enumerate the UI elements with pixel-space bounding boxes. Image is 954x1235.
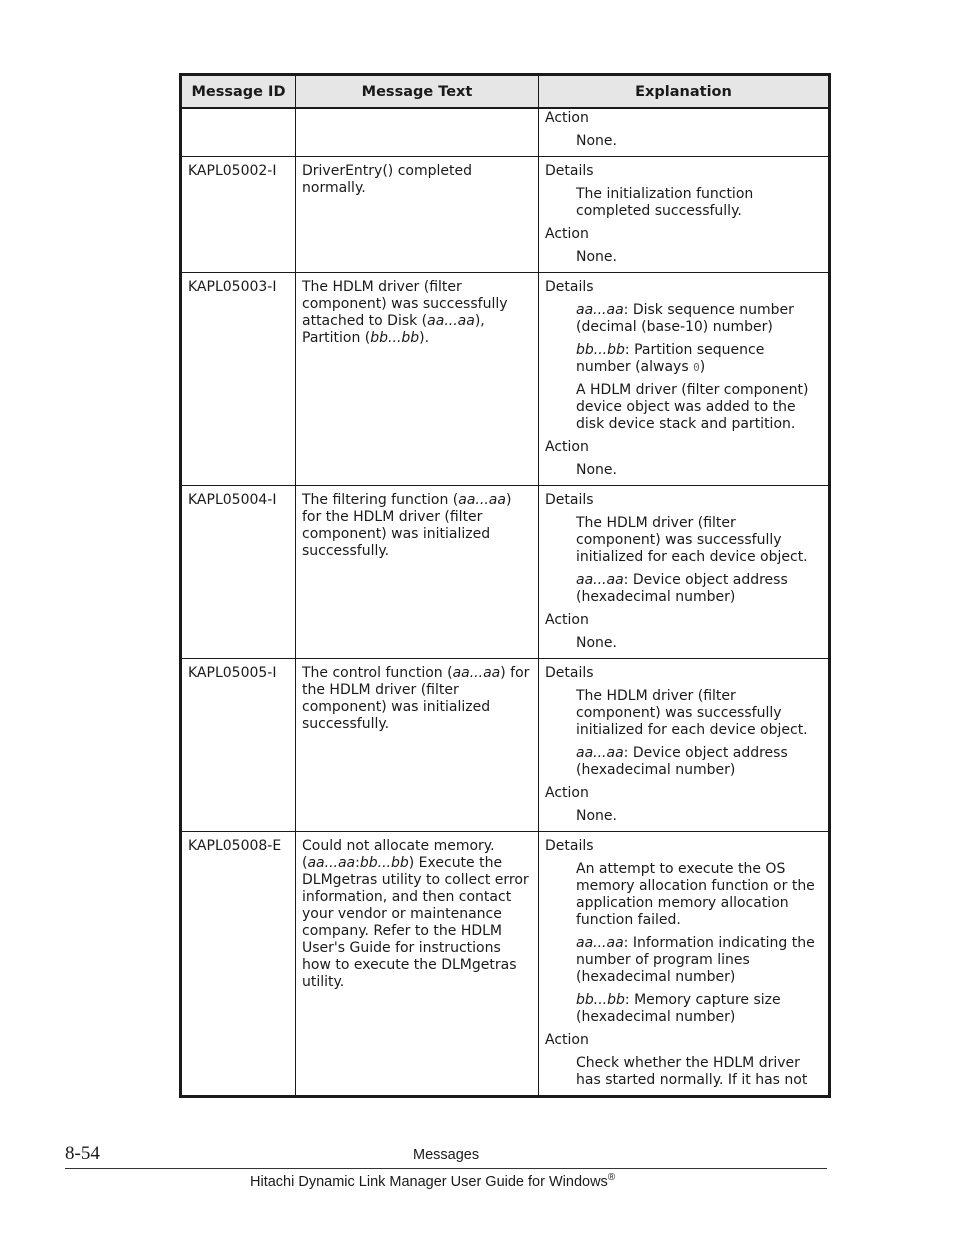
explanation-cell: [539, 157, 830, 273]
action-label: Action: [545, 439, 589, 455]
explanation-cell: [539, 273, 830, 486]
variable-text: bb...bb: [576, 342, 625, 358]
variable-text: aa...aa: [458, 492, 506, 508]
details-label: Details: [545, 163, 594, 179]
action-label: Action: [545, 226, 589, 242]
explanation-cell: [539, 108, 830, 157]
text-span: Could not allocate memory. (: [302, 838, 495, 871]
details-label: Details: [545, 838, 594, 854]
table-row: [181, 273, 830, 486]
action-text: None.: [576, 249, 617, 265]
variable-text: aa...aa: [576, 302, 624, 318]
details-text: [576, 992, 823, 1026]
header-explanation: Explanation: [539, 75, 830, 109]
text-span: : Memory capture size (hexadecimal number): [576, 992, 781, 1025]
variable-text: aa...aa: [452, 665, 501, 681]
message-text-cell: [296, 486, 539, 659]
text-span: ) for the HDLM driver (filter component) was initialized successfully.: [302, 665, 530, 732]
text-span: ).: [419, 330, 430, 346]
text-span: : Device object address (hexadecimal number): [576, 572, 788, 605]
action-label: Action: [545, 110, 589, 126]
message-text-cell: [296, 273, 539, 486]
action-text: Check whether the HDLM driver has started normally. If it has not: [576, 1055, 808, 1088]
action-label: Action: [545, 612, 589, 628]
header-row: [181, 75, 830, 109]
details-label: Details: [545, 492, 594, 508]
action-text: None.: [576, 133, 617, 149]
variable-text: bb...bb: [576, 992, 625, 1008]
action-label: Action: [545, 1032, 589, 1048]
variable-text: aa...aa: [576, 572, 624, 588]
message-id-cell: KAPL05003-I: [181, 273, 296, 486]
header-message-text: Message Text: [296, 75, 539, 109]
action-text: None.: [576, 635, 617, 651]
variable-text: bb...bb: [359, 855, 409, 871]
table-row: [181, 486, 830, 659]
guide-title-text: Hitachi Dynamic Link Manager User Guide for Windows: [250, 1173, 608, 1190]
table-row: [181, 157, 830, 273]
message-id-cell: KAPL05002-I: [181, 157, 296, 273]
message-id-cell: [181, 108, 296, 157]
details-label: Details: [545, 279, 594, 295]
details-text: [576, 342, 823, 376]
table-row: [181, 659, 830, 832]
message-text-cell: [296, 659, 539, 832]
table-row: [181, 108, 830, 157]
text-span: ), Partition (: [302, 313, 485, 346]
action-label: Action: [545, 785, 589, 801]
action-text: None.: [576, 808, 617, 824]
text-span: ) for the HDLM driver (filter component) was initialized successfully.: [302, 492, 512, 559]
explanation-cell: [539, 832, 830, 1097]
details-text: [576, 302, 823, 336]
text-span: The HDLM driver (filter component) was successfully attached to Disk (: [302, 279, 508, 329]
message-table: [179, 73, 831, 1098]
text-span: :: [355, 855, 360, 871]
details-text: The HDLM driver (filter component) was successfully initialized for each device object.: [576, 515, 808, 565]
text-span: The control function (: [302, 665, 453, 681]
details-label: Details: [545, 665, 594, 681]
variable-text: aa...aa: [576, 745, 624, 761]
section-name: Messages: [413, 1147, 480, 1163]
action-text: None.: [576, 462, 617, 478]
explanation-cell: [539, 659, 830, 832]
text-span: The filtering function (: [302, 492, 459, 508]
details-text: A HDLM driver (filter component) device object was added to the disk device stack and partition.: [576, 382, 809, 432]
message-id-cell: KAPL05004-I: [181, 486, 296, 659]
message-text-cell: [296, 832, 539, 1097]
message-text-cell: [296, 157, 539, 273]
message-text-line: DriverEntry() completed: [302, 163, 472, 179]
explanation-cell: [539, 486, 830, 659]
details-text: [576, 745, 823, 779]
variable-text: aa...aa: [427, 313, 475, 329]
message-id-cell: KAPL05005-I: [181, 659, 296, 832]
message-id-cell: KAPL05008-E: [181, 832, 296, 1097]
header-message-id: Message ID: [181, 75, 296, 109]
table-row: [181, 832, 830, 1097]
code-text: 0: [693, 361, 700, 374]
details-text: The initialization function completed successfully.: [576, 186, 754, 219]
details-text: An attempt to execute the OS memory allocation function or the application memory allocation function failed.: [576, 861, 815, 928]
footer-divider: [65, 1168, 827, 1169]
message-text-line: normally.: [302, 180, 366, 196]
variable-text: aa...aa: [576, 935, 624, 951]
text-span: : Partition sequence number (always: [576, 342, 765, 375]
guide-title: [250, 1172, 615, 1190]
message-text-cell: [296, 108, 539, 157]
text-span: : Disk sequence number (decimal (base-10) number): [576, 302, 794, 335]
text-span: : Device object address (hexadecimal number): [576, 745, 788, 778]
text-span: ): [699, 359, 706, 375]
registered-mark: ®: [607, 1172, 616, 1183]
text-span: : Information indicating the number of program lines (hexadecimal number): [576, 935, 815, 985]
page-number: 8-54: [65, 1143, 100, 1164]
details-text: The HDLM driver (filter component) was successfully initialized for each device object.: [576, 688, 808, 738]
variable-text: bb...bb: [370, 330, 420, 346]
details-text: [576, 572, 823, 606]
variable-text: aa...aa: [307, 855, 356, 871]
details-text: [576, 935, 823, 986]
text-span: ) Execute the DLMgetras utility to collect error information, and then contact your vendor or maintenance company. Refer to the HDLM User's Guide for instructions how to execute the DLMgetras utility.: [302, 855, 529, 990]
